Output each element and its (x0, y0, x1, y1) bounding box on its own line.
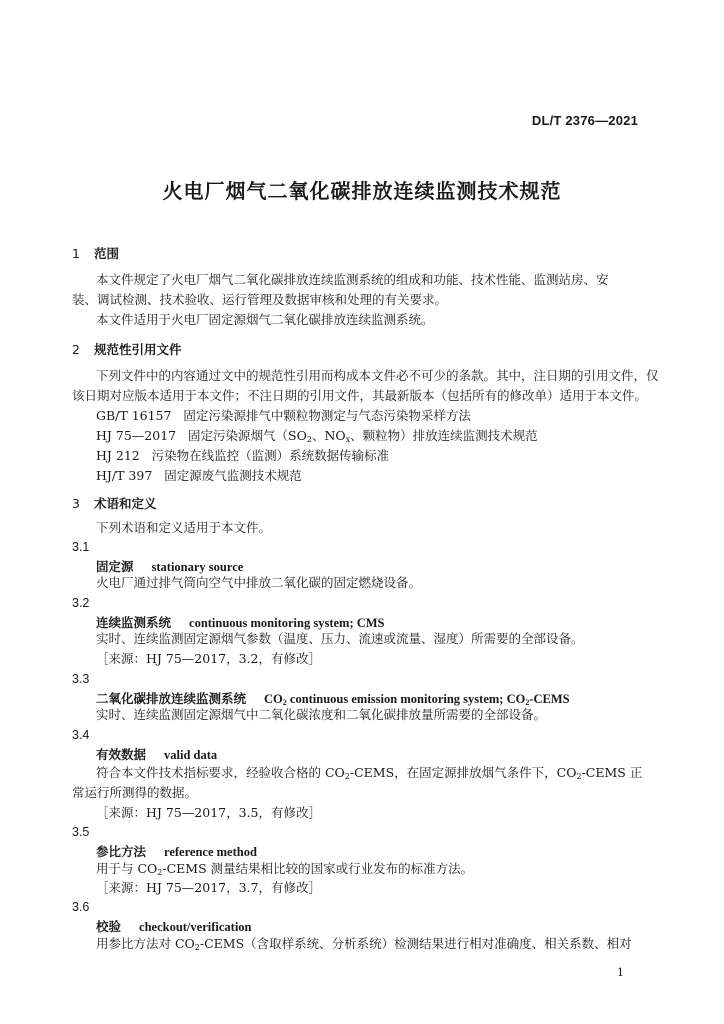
section-title: 规范性引用文件 (94, 342, 182, 357)
term-english-part: CO (264, 692, 283, 706)
scope-paragraph: 本文件适用于火电厂固定源烟气二氧化碳排放连续监测系统。 (96, 312, 434, 327)
term-number: 3.6 (72, 900, 90, 914)
subscript: 2 (525, 698, 530, 707)
definition-part: 用于与 CO (96, 861, 158, 876)
term-definition-line: 常运行所测得的数据。 (72, 785, 198, 800)
term-definition: 实时、连续监测固定源烟气中二氧化碳浓度和二氧化碳排放量所需要的全部设备。 (96, 707, 547, 722)
scope-paragraph-line: 装、调试检测、技术验收、运行管理及数据审核和处理的有关要求。 (72, 292, 448, 307)
term-heading (96, 745, 217, 763)
term-heading (96, 917, 252, 935)
definition-part: -CEMS（含取样系统、分析系统）检测结果进行相对准确度、相关系数、相对 (199, 936, 632, 951)
reference-code: GB/T 16157 (96, 408, 172, 423)
section-number: 3 (72, 496, 80, 511)
section-title: 术语和定义 (94, 496, 157, 511)
term-english: reference method (164, 845, 257, 859)
reference-code: HJ 212 (96, 448, 140, 463)
term-english: stationary source (151, 560, 244, 574)
reference-title-part: 固定污染源烟气（SO (188, 428, 307, 443)
term-definition (96, 934, 632, 958)
term-chinese: 连续监测系统 (96, 615, 172, 630)
term-chinese: 参比方法 (96, 844, 147, 859)
section-title: 范围 (94, 246, 120, 261)
reference-title: 固定污染源排气中颗粒物测定与气态污染物采样方法 (183, 408, 471, 423)
subscript: 2 (157, 868, 163, 877)
term-english: checkout/verification (139, 920, 252, 934)
subscript: 2 (194, 943, 200, 952)
term-number: 3.2 (72, 596, 90, 610)
term-heading (96, 842, 257, 860)
reference-code: HJ 75—2017 (96, 428, 177, 443)
reference-title: 污染物在线监控（监测）系统数据传输标准 (151, 448, 390, 463)
subscript: 2 (576, 772, 582, 781)
subscript: 2 (306, 435, 312, 444)
term-english: continuous monitoring system; CMS (189, 616, 385, 630)
subscript: 2 (282, 698, 287, 707)
term-chinese: 有效数据 (96, 747, 147, 762)
reference-title-part: 、NO (311, 428, 346, 443)
definition-part: -CEMS，在固定源排放烟气条件下，CO (349, 765, 577, 780)
document-title: 火电厂烟气二氧化碳排放连续监测技术规范 (162, 179, 562, 203)
definition-part: -CEMS 正 (581, 765, 643, 780)
term-english-part: continuous emission monitoring system; CO (286, 692, 526, 706)
section-number: 2 (72, 342, 80, 357)
section-number: 1 (72, 246, 80, 261)
term-definition: 火电厂通过排气筒向空气中排放二氧化碳的固定燃烧设备。 (96, 575, 422, 590)
reference-title: 固定源废气监测技术规范 (164, 468, 302, 483)
normative-paragraph-line: 该日期对应版本适用于本文件；不注日期的引用文件，其最新版本（包括所有的修改单）适用于本文件。 (72, 388, 648, 403)
term-source: ［来源：HJ 75—2017，3.7，有修改］ (96, 880, 321, 895)
reference-item (96, 466, 302, 486)
term-source: ［来源：HJ 75—2017，3.5，有修改］ (96, 805, 321, 820)
terms-intro: 下列术语和定义适用于本文件。 (96, 520, 272, 535)
reference-item (96, 406, 471, 426)
reference-title-part: 、颗粒物）排放连续监测技术规范 (350, 428, 538, 443)
normative-paragraph-line: 下列文件中的内容通过文中的规范性引用而构成本文件必不可少的条款。其中，注日期的引用文件，仅 (96, 368, 659, 383)
term-chinese: 二氧化碳排放连续监测系统 (96, 691, 247, 706)
subscript: x (345, 435, 351, 444)
term-number: 3.3 (72, 672, 90, 686)
standard-number: DL/T 2376—2021 (531, 113, 638, 128)
reference-code: HJ/T 397 (96, 468, 153, 483)
term-number: 3.5 (72, 825, 90, 839)
definition-part: 用参比方法对 CO (96, 936, 195, 951)
definition-part: -CEMS 测量结果相比较的国家或行业发布的标准方法。 (162, 861, 474, 876)
term-chinese: 固定源 (96, 559, 134, 574)
scope-paragraph-line: 本文件规定了火电厂烟气二氧化碳排放连续监测系统的组成和功能、技术性能、监测站房、安 (96, 272, 609, 287)
term-english (264, 692, 570, 706)
term-definition: 实时、连续监测固定源烟气参数（温度、压力、流速或流量、湿度）所需要的全部设备。 (96, 631, 584, 646)
term-chinese: 校验 (96, 919, 122, 934)
section-heading-normative (72, 340, 182, 358)
term-number: 3.1 (72, 540, 90, 554)
term-english: valid data (164, 748, 218, 762)
page-number: 1 (617, 966, 624, 979)
term-source: ［来源：HJ 75—2017，3.2，有修改］ (96, 651, 321, 666)
section-heading-scope (72, 244, 119, 262)
reference-item (96, 446, 389, 466)
section-heading-terms (72, 494, 157, 512)
subscript: 2 (344, 772, 350, 781)
term-english-part: -CEMS (529, 692, 570, 706)
definition-part: 符合本文件技术指标要求，经验收合格的 CO (96, 765, 345, 780)
term-number: 3.4 (72, 728, 90, 742)
